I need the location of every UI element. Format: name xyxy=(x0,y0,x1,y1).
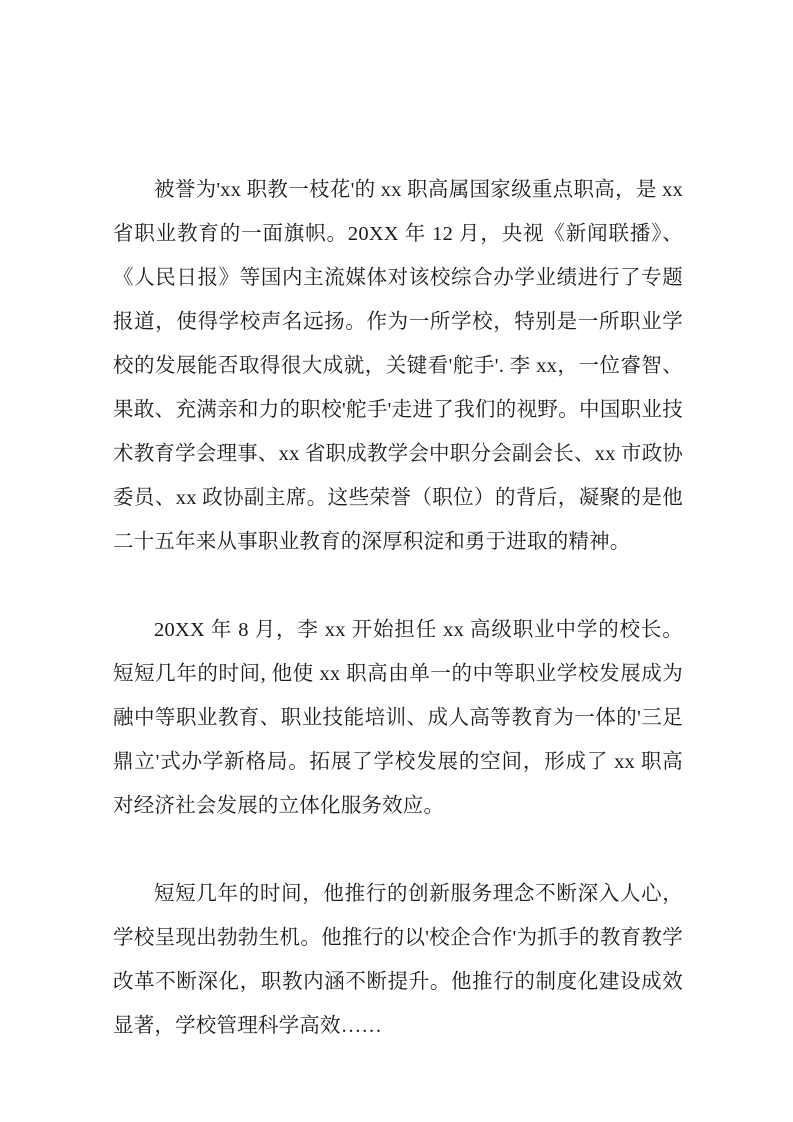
paragraph-3: 短短几年的时间，他推行的创新服务理念不断深入人心，学校呈现出勃勃生机。他推行的以'校企合作'为抓手的教育教学改革不断深化，职教内涵不断提升。他推行的制度化建设成效显著，学校管理科学高效…… xyxy=(113,883,683,1037)
paragraph-2: 20XX 年 8 月，李 xx 开始担任 xx 高级职业中学的校长。短短几年的时间, 他使 xx 职高由单一的中等职业学校发展成为融中等职业教育、职业技能培训、成人高等教育为一体的'三足鼎立'式办学新格局。拓展了学校发展的空间，形成了 xx 职高对经济社会发展的立体化服务效应。 xyxy=(113,619,683,817)
paragraph-1: 被誉为'xx 职教一枝花'的 xx 职高属国家级重点职高，是 xx 省职业教育的一面旗帜。20XX 年 12 月，央视《新闻联播》、《人民日报》等国内主流媒体对该校综合办学业绩进行了专题报道，使得学校声名远扬。作为一所学校，特别是一所职业学校的发展能否取得很大成就，关键看'舵手'. 李 xx，一位睿智、果敢、充满亲和力的职校'舵手'走进了我们的视野。中国职业技术教育学会理事、xx 省职成教学会中职分会副会长、xx 市政协委员、xx 政协副主席。这些荣誉（职位）的背后，凝聚的是他二十五年来从事职业教育的深厚积淀和勇于进取的精神。 xyxy=(113,179,683,553)
document-body xyxy=(113,168,683,1048)
